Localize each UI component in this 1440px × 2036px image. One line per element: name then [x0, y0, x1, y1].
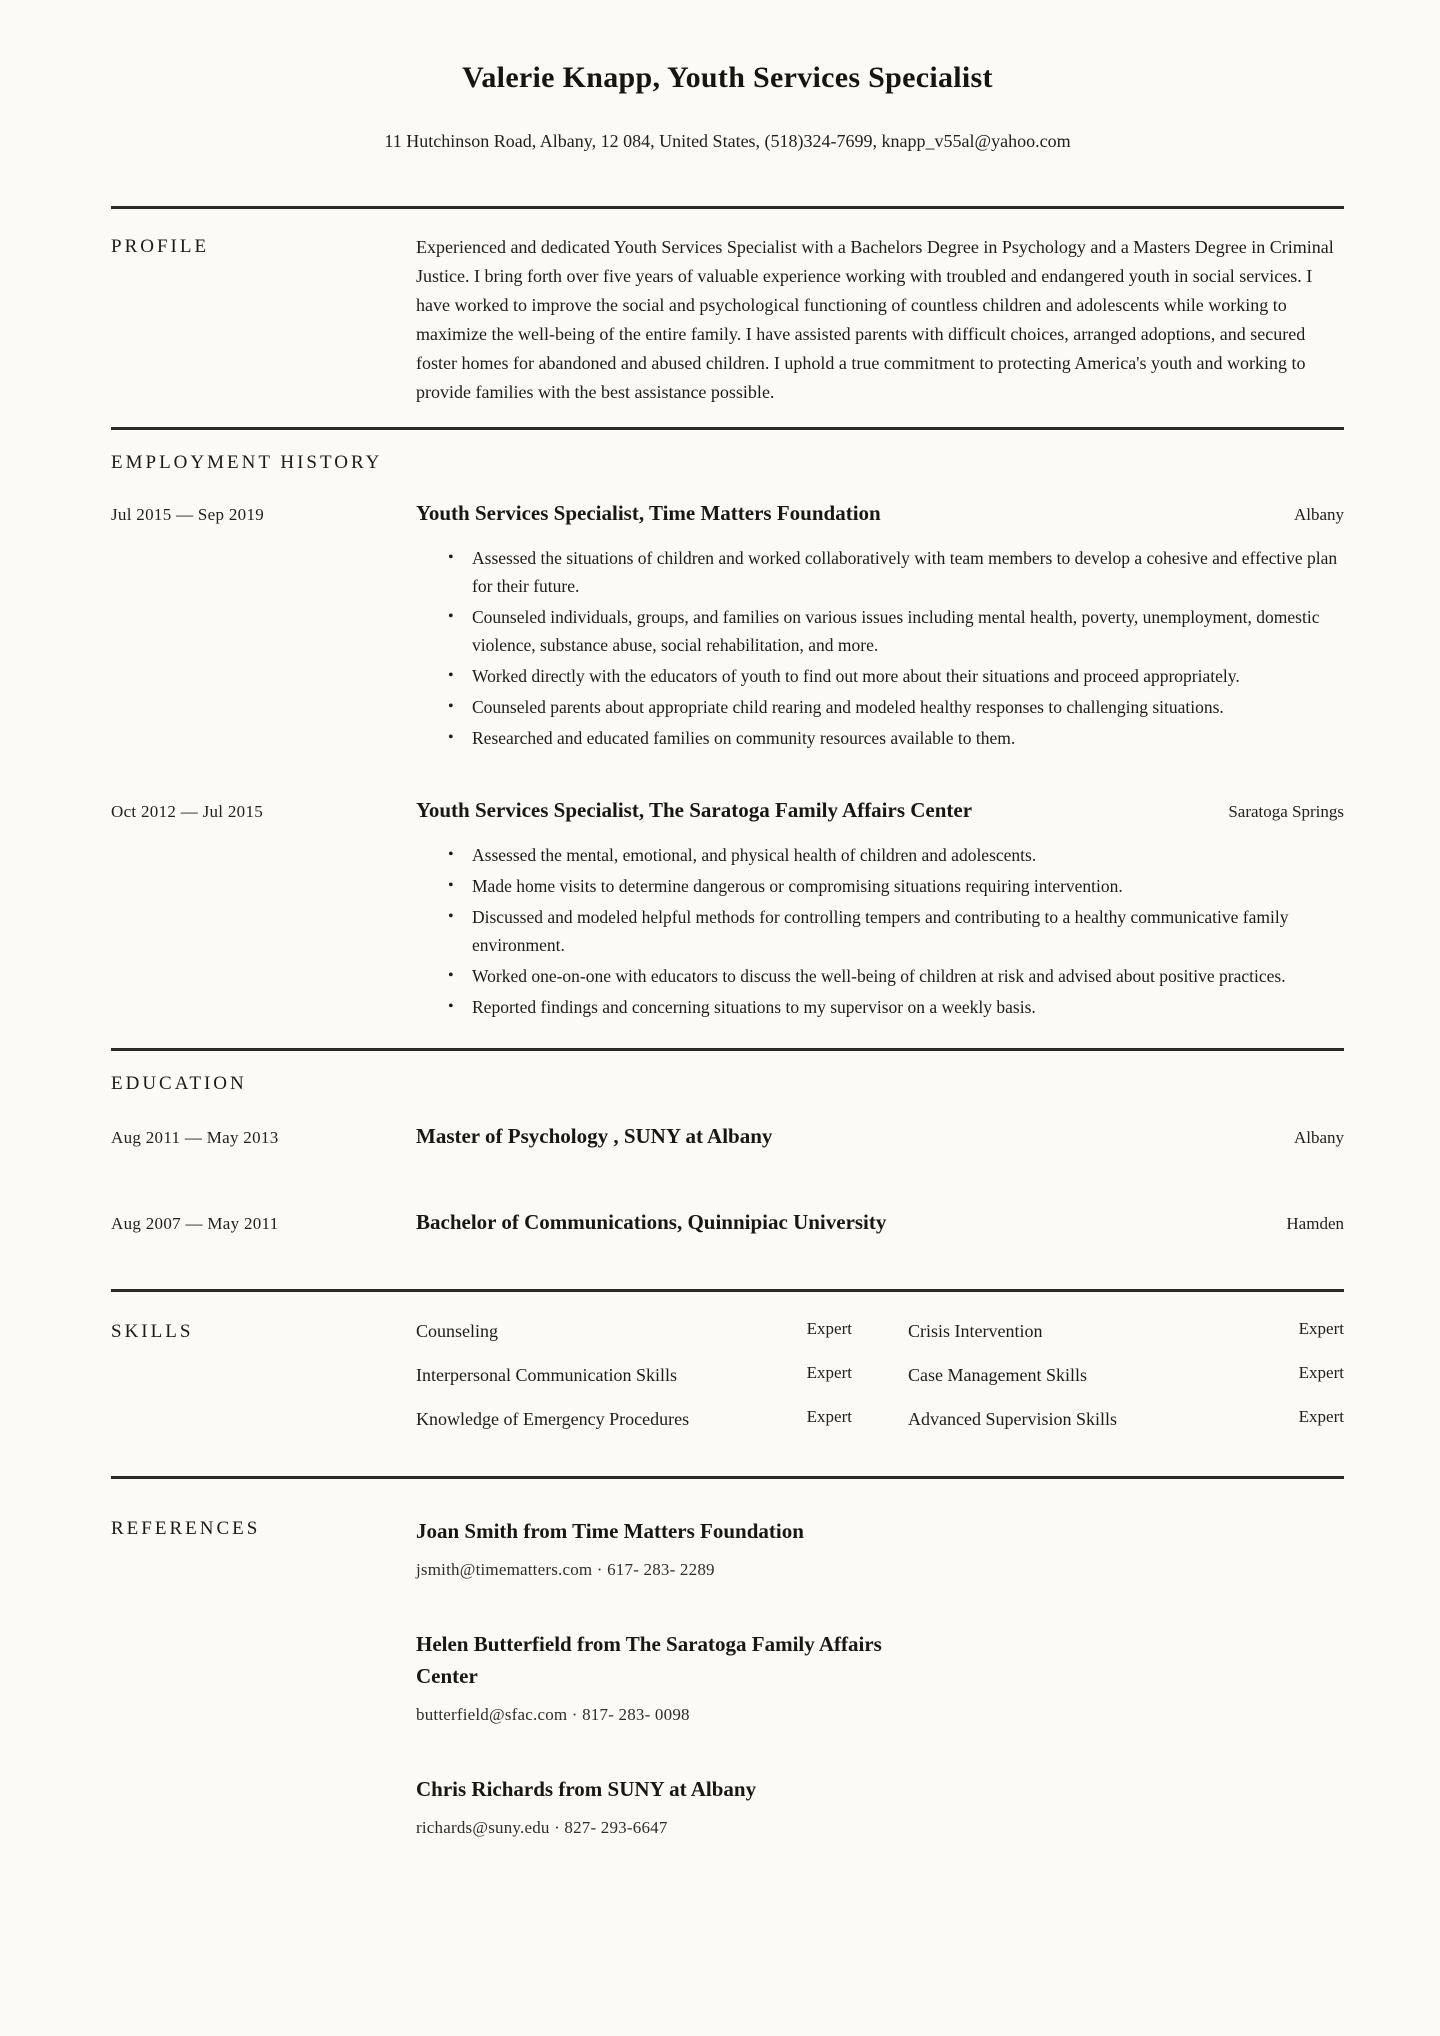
- education-degree: Master of Psychology , SUNY at Albany: [416, 1124, 773, 1148]
- job-head: [416, 795, 1344, 825]
- skill-name: Case Management Skills: [908, 1365, 1087, 1385]
- references-section: [111, 1515, 1344, 1886]
- job-location: Saratoga Springs: [1228, 802, 1344, 821]
- employment-heading: EMPLOYMENT HISTORY: [111, 452, 383, 473]
- skill-level: Expert: [806, 1363, 852, 1382]
- contact-line: 11 Hutchinson Road, Albany, 12 084, United States, (518)324-7699, knapp_v55al@yahoo.com: [384, 131, 1071, 151]
- skill-name: Advanced Supervision Skills: [908, 1409, 1117, 1429]
- profile-section: [111, 233, 1344, 407]
- reference-contact: jsmith@timematters.com · 617- 283- 2289: [416, 1560, 715, 1579]
- reference-entry: [416, 1628, 1344, 1725]
- profile-heading: PROFILE: [111, 236, 210, 257]
- section-divider: [111, 1048, 1344, 1051]
- skill-item: [416, 1406, 852, 1433]
- section-divider: [111, 1476, 1344, 1479]
- reference-name: Chris Richards from SUNY at Albany: [416, 1777, 757, 1801]
- skill-item: [416, 1318, 852, 1345]
- job-entry: [111, 498, 1344, 755]
- education-degree: Bachelor of Communications, Quinnipiac University: [416, 1210, 887, 1234]
- bullet-item: • Researched and educated families on community resources available to them.: [416, 724, 1344, 752]
- education-entry: [111, 1207, 1344, 1237]
- education-section: [111, 1073, 1344, 1237]
- bullet-item: • Counseled individuals, groups, and families on various issues including mental health, poverty, unemployment, domestic violence, substance abuse, social rehabilitation, and more.: [416, 603, 1344, 659]
- bullet-item: • Assessed the situations of children and worked collaboratively with team members to develop a cohesive and effective plan for their future.: [416, 544, 1344, 600]
- education-head: [416, 1121, 1344, 1151]
- resume-header: [111, 58, 1344, 154]
- skill-level: Expert: [806, 1407, 852, 1426]
- reference-entry: [416, 1515, 1344, 1580]
- employment-section: [111, 452, 1344, 1024]
- skill-name: Crisis Intervention: [908, 1321, 1043, 1341]
- skill-name: Interpersonal Communication Skills: [416, 1365, 677, 1385]
- job-bullets: [416, 841, 1344, 1021]
- skill-level: Expert: [1298, 1363, 1344, 1382]
- education-dates: Aug 2011 — May 2013: [111, 1128, 279, 1147]
- job-dates: Oct 2012 — Jul 2015: [111, 802, 264, 821]
- skill-name: Counseling: [416, 1321, 499, 1341]
- bullet-item: • Counseled parents about appropriate child rearing and modeled healthy responses to challenging situations.: [416, 693, 1344, 721]
- bullet-item: • Reported findings and concerning situations to my supervisor on a weekly basis.: [416, 993, 1344, 1021]
- job-title: Youth Services Specialist, The Saratoga Family Affairs Center: [416, 798, 973, 822]
- job-dates: Jul 2015 — Sep 2019: [111, 505, 265, 524]
- job-main: [416, 498, 1344, 755]
- education-heading: EDUCATION: [111, 1073, 247, 1094]
- education-location: Hamden: [1286, 1214, 1344, 1233]
- skill-name: Knowledge of Emergency Procedures: [416, 1409, 690, 1429]
- skill-level: Expert: [1298, 1407, 1344, 1426]
- bullet-item: • Worked directly with the educators of youth to find out more about their situations and proceed appropriately.: [416, 662, 1344, 690]
- bullet-item: • Assessed the mental, emotional, and physical health of children and adolescents.: [416, 841, 1344, 869]
- skills-column-left: [416, 1318, 852, 1450]
- skill-item: [908, 1318, 1344, 1345]
- section-divider: [111, 1289, 1344, 1292]
- skill-item: [416, 1362, 852, 1389]
- job-head: [416, 498, 1344, 528]
- reference-name: Joan Smith from Time Matters Foundation: [416, 1519, 804, 1543]
- section-divider: [111, 206, 1344, 209]
- skills-heading: SKILLS: [111, 1321, 194, 1342]
- job-location: Albany: [1293, 505, 1344, 524]
- education-entry: [111, 1121, 1344, 1151]
- skills-section: [111, 1318, 1344, 1450]
- skill-item: [908, 1362, 1344, 1389]
- reference-name: Helen Butterfield from The Saratoga Family Affairs Center: [416, 1632, 882, 1688]
- reference-contact: richards@suny.edu · 827- 293-6647: [416, 1818, 668, 1837]
- bullet-item: • Discussed and modeled helpful methods for controlling tempers and contributing to a healthy communicative family environment.: [416, 903, 1344, 959]
- section-divider: [111, 427, 1344, 430]
- skill-level: Expert: [806, 1319, 852, 1338]
- education-dates: Aug 2007 — May 2011: [111, 1214, 279, 1233]
- bullet-item: • Made home visits to determine dangerous or compromising situations requiring intervention.: [416, 872, 1344, 900]
- references-list: [416, 1515, 1344, 1886]
- skill-item: [908, 1406, 1344, 1433]
- job-title: Youth Services Specialist, Time Matters Foundation: [416, 501, 881, 525]
- job-bullets: [416, 544, 1344, 752]
- candidate-name: Valerie Knapp, Youth Services Specialist: [462, 61, 993, 94]
- bullet-item: • Worked one-on-one with educators to discuss the well-being of children at risk and advised about positive practices.: [416, 962, 1344, 990]
- profile-text: Experienced and dedicated Youth Services Specialist with a Bachelors Degree in Psychology and a Masters Degree in Criminal Justice. I bring forth over five years of valuable experience working with troubled and endangered youth in social services. I have worked to improve the social and psychological functioning of countless children and adolescents while working to maximize the well-being of the entire family. I have assisted parents with difficult choices, arranged adoptions, and secured foster homes for abandoned and abused children. I uphold a true commitment to protecting America's youth and working to provide families with the best assistance possible.: [416, 237, 1334, 402]
- education-head: [416, 1207, 1344, 1237]
- job-main: [416, 795, 1344, 1024]
- reference-contact: butterfield@sfac.com · 817- 283- 0098: [416, 1705, 690, 1724]
- skills-columns: [416, 1318, 1344, 1450]
- skills-column-right: [908, 1318, 1344, 1450]
- references-heading: REFERENCES: [111, 1518, 261, 1539]
- job-entry: [111, 795, 1344, 1024]
- reference-entry: [416, 1773, 1344, 1838]
- skill-level: Expert: [1298, 1319, 1344, 1338]
- education-location: Albany: [1293, 1128, 1344, 1147]
